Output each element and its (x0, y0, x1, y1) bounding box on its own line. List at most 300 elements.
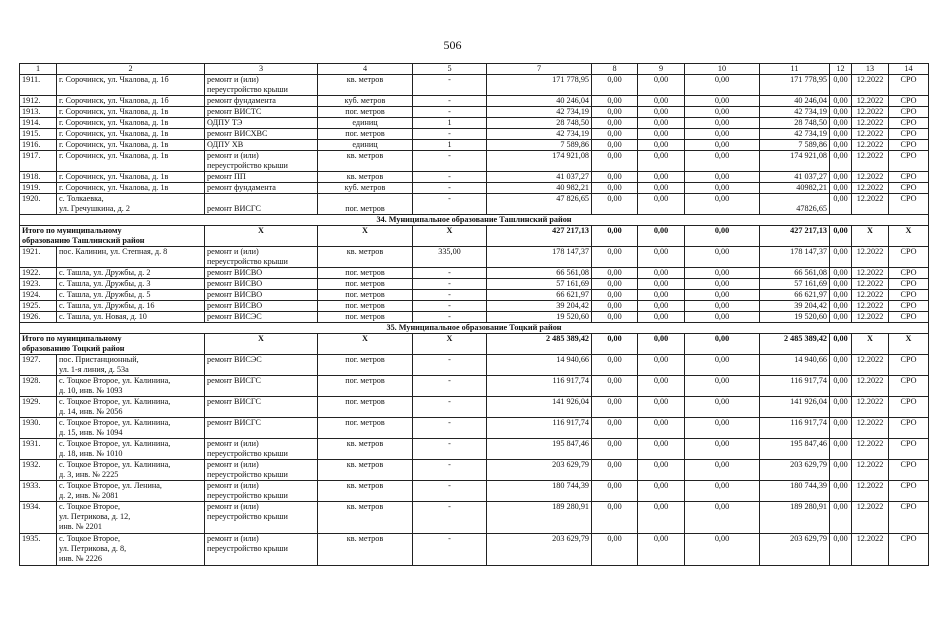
table-cell: 0,00 (830, 183, 852, 194)
table-cell: пог. метров (318, 194, 413, 215)
table-cell: 0,00 (592, 151, 638, 172)
table-row (20, 534, 929, 566)
table-cell: ремонт ВИСГС (205, 418, 318, 439)
table-cell: 12.2022 (852, 194, 889, 215)
table-cell: - (413, 151, 487, 172)
total-cell: X (413, 334, 487, 355)
column-number: 10 (717, 64, 727, 73)
table-cell: 0,00 (685, 355, 760, 376)
table-cell: 12.2022 (852, 247, 889, 268)
table-cell: 0,00 (685, 481, 760, 502)
table-cell: пог. метров (318, 290, 413, 301)
table-cell: 180 744,39 (487, 481, 592, 502)
table-cell: 0,00 (592, 129, 638, 140)
table-cell: 0,00 (592, 301, 638, 312)
table-cell: - (413, 75, 487, 96)
table-cell: 0,00 (592, 268, 638, 279)
table-row (20, 502, 929, 534)
table-cell: 1922. (20, 268, 57, 279)
table-cell: 0,00 (638, 118, 685, 129)
table-cell: - (413, 96, 487, 107)
table-cell: с. Тоцкое Второе, ул. Калинина, д. 14, инв. № 2056 (57, 397, 205, 418)
table-cell: 0,00 (592, 418, 638, 439)
table-cell: пог. метров (318, 376, 413, 397)
total-cell: X (205, 334, 318, 355)
table-cell: СРО (889, 418, 929, 439)
table-cell: 0,00 (685, 194, 760, 215)
table-cell: 0,00 (592, 397, 638, 418)
table-cell: 19 520,60 (487, 312, 592, 323)
table-cell: 0,00 (638, 534, 685, 566)
table-cell: 7 589,86 (487, 140, 592, 151)
table-row (20, 312, 929, 323)
table-cell: СРО (889, 290, 929, 301)
table-cell: 0,00 (830, 75, 852, 96)
column-number-cell (760, 64, 830, 75)
table-cell: 12.2022 (852, 118, 889, 129)
table-cell: ремонт ВИСГС (205, 397, 318, 418)
column-number: 3 (258, 64, 264, 73)
table-cell: 0,00 (592, 183, 638, 194)
table-cell: 0,00 (592, 460, 638, 481)
table-cell: 42 734,19 (760, 129, 830, 140)
table-cell: пог. метров (318, 355, 413, 376)
table-cell: 0,00 (685, 75, 760, 96)
table-cell: 178 147,37 (487, 247, 592, 268)
table-cell: 0,00 (685, 107, 760, 118)
table-cell: 1932. (20, 460, 57, 481)
table-row (20, 75, 929, 96)
table-cell: 0,00 (685, 96, 760, 107)
table-cell: - (413, 312, 487, 323)
table-cell: г. Сорочинск, ул. Чкалова, д. 1в (57, 118, 205, 129)
table-cell: 0,00 (638, 268, 685, 279)
table-cell: 0,00 (685, 397, 760, 418)
table-cell: - (413, 534, 487, 566)
table-cell: 0,00 (592, 376, 638, 397)
table-cell: г. Сорочинск, ул. Чкалова, д. 1в (57, 107, 205, 118)
table-cell: СРО (889, 194, 929, 215)
table-cell: 0,00 (638, 107, 685, 118)
table-cell: ремонт фундамента (205, 183, 318, 194)
table-cell: 14 940,66 (760, 355, 830, 376)
column-number: 9 (658, 64, 664, 73)
table-cell: - (413, 172, 487, 183)
table-cell: 0,00 (830, 460, 852, 481)
table-row (20, 129, 929, 140)
table-cell: 0,00 (685, 151, 760, 172)
table-cell: 0,00 (638, 312, 685, 323)
table-cell: 0,00 (685, 502, 760, 534)
column-number: 5 (447, 64, 452, 73)
table-cell: пог. метров (318, 268, 413, 279)
table-cell: с. Толкаевка, ул. Гречушкина, д. 2 (57, 194, 205, 215)
table-cell: 66 621,97 (487, 290, 592, 301)
total-cell: 0,00 (685, 226, 760, 247)
table-cell: 28 748,50 (487, 118, 592, 129)
table-cell: 1921. (20, 247, 57, 268)
table-cell: 0,00 (685, 247, 760, 268)
table-cell: г. Сорочинск, ул. Чкалова, д. 1в (57, 183, 205, 194)
table-cell: 12.2022 (852, 140, 889, 151)
table-cell: ремонт ВИСВО (205, 290, 318, 301)
total-cell: 0,00 (638, 334, 685, 355)
table-cell: 0,00 (638, 129, 685, 140)
table-cell: 195 847,46 (760, 439, 830, 460)
table-cell: СРО (889, 268, 929, 279)
table-cell: 0,00 (638, 247, 685, 268)
table-cell: г. Сорочинск, ул. Чкалова, д. 1в (57, 151, 205, 172)
table-cell: - (413, 397, 487, 418)
table-cell: с. Тоцкое Второе, ул. Петрикова, д. 8, инв. № 2226 (57, 534, 205, 566)
table-cell: СРО (889, 397, 929, 418)
column-number: 11 (790, 64, 799, 73)
table-cell: - (413, 481, 487, 502)
table-cell: 14 940,66 (487, 355, 592, 376)
table-cell: 0,00 (592, 290, 638, 301)
table-cell: пог. метров (318, 279, 413, 290)
column-number-cell (413, 64, 487, 75)
table-cell: 0,00 (592, 172, 638, 183)
table-cell: 0,00 (592, 194, 638, 215)
table-cell: - (413, 355, 487, 376)
table-cell: 174 921,08 (487, 151, 592, 172)
table-cell: 335,00 (413, 247, 487, 268)
total-cell: X (852, 334, 889, 355)
table-cell: 1927. (20, 355, 57, 376)
table-cell: 171 778,95 (760, 75, 830, 96)
table-cell: 180 744,39 (760, 481, 830, 502)
table-cell: 116 917,74 (487, 376, 592, 397)
table-cell: г. Сорочинск, ул. Чкалова, д. 1в (57, 140, 205, 151)
table-cell: 203 629,79 (760, 460, 830, 481)
table-cell: кв. метров (318, 460, 413, 481)
table-cell: 0,00 (592, 481, 638, 502)
table-cell: 178 147,37 (760, 247, 830, 268)
table-cell: СРО (889, 75, 929, 96)
table-row (20, 183, 929, 194)
total-cell: X (205, 226, 318, 247)
column-number: 14 (904, 64, 913, 73)
table-row (20, 140, 929, 151)
table-cell: 12.2022 (852, 397, 889, 418)
table-cell: единиц (318, 118, 413, 129)
table-cell: 0,00 (638, 279, 685, 290)
table-cell: ремонт и (или) переустройство крыши (205, 247, 318, 268)
table-cell: с. Ташла, ул. Новая, д. 10 (57, 312, 205, 323)
table-cell: 1920. (20, 194, 57, 215)
table-cell: 40 982,21 (487, 183, 592, 194)
table-row (20, 151, 929, 172)
total-cell: 0,00 (592, 226, 638, 247)
table-cell: ремонт и (или) переустройство крыши (205, 151, 318, 172)
table-cell: 47826,65 (760, 194, 830, 215)
table-cell: кв. метров (318, 481, 413, 502)
table-row (20, 290, 929, 301)
table-cell: 12.2022 (852, 96, 889, 107)
table-cell: СРО (889, 172, 929, 183)
section-heading-row (20, 323, 929, 334)
table-cell: 0,00 (592, 355, 638, 376)
table-cell: 0,00 (685, 268, 760, 279)
table-cell: с. Тоцкое Второе, ул. Петрикова, д. 12, инв. № 2201 (57, 502, 205, 534)
table-cell: 1919. (20, 183, 57, 194)
table-cell: 1911. (20, 75, 57, 96)
table-cell: 0,00 (685, 460, 760, 481)
table-cell: 28 748,50 (760, 118, 830, 129)
table-cell: ремонт ВИСЭС (205, 355, 318, 376)
table-row (20, 376, 929, 397)
table-cell: ремонт и (или) переустройство крыши (205, 439, 318, 460)
table-cell: 0,00 (685, 439, 760, 460)
column-number: 13 (865, 64, 875, 73)
table-cell: 116 917,74 (760, 376, 830, 397)
column-number-cell (889, 64, 929, 75)
table-cell: СРО (889, 247, 929, 268)
table-cell: 0,00 (638, 183, 685, 194)
table-cell: 0,00 (638, 481, 685, 502)
total-cell: 427 217,13 (760, 226, 830, 247)
table-cell: с. Тоцкое Второе, ул. Калинина, д. 3, инв. № 2225 (57, 460, 205, 481)
table-cell: - (413, 290, 487, 301)
table-cell: с. Ташла, ул. Дружбы, д. 5 (57, 290, 205, 301)
total-cell: 2 485 389,42 (760, 334, 830, 355)
table-cell: единиц (318, 140, 413, 151)
table-cell: 0,00 (685, 376, 760, 397)
table-cell: г. Сорочинск, ул. Чкалова, д. 1в (57, 172, 205, 183)
table-cell: 0,00 (638, 502, 685, 534)
table-cell: СРО (889, 312, 929, 323)
table-cell: 0,00 (830, 268, 852, 279)
table-cell: пог. метров (318, 107, 413, 118)
table-cell: 12.2022 (852, 481, 889, 502)
table-cell: СРО (889, 301, 929, 312)
table-cell: 39 204,42 (760, 301, 830, 312)
table-cell: 1925. (20, 301, 57, 312)
table-cell: 0,00 (685, 172, 760, 183)
total-cell: 0,00 (592, 334, 638, 355)
table-cell: с. Ташла, ул. Дружбы, д. 16 (57, 301, 205, 312)
table-row (20, 481, 929, 502)
table-cell: 0,00 (638, 460, 685, 481)
table-cell: 12.2022 (852, 107, 889, 118)
table-cell: 0,00 (830, 279, 852, 290)
table-cell: 1915. (20, 129, 57, 140)
table-row (20, 96, 929, 107)
table-cell: 12.2022 (852, 534, 889, 566)
table-cell: пос. Пристанционный, ул. 1-я линия, д. 53а (57, 355, 205, 376)
table-cell: - (413, 502, 487, 534)
table-cell: 66 621,97 (760, 290, 830, 301)
table-cell: 0,00 (685, 129, 760, 140)
table-cell: 0,00 (638, 75, 685, 96)
table-cell: 0,00 (830, 247, 852, 268)
table-cell: 1933. (20, 481, 57, 502)
table-cell: - (413, 268, 487, 279)
table-cell: 0,00 (830, 129, 852, 140)
table-cell: кв. метров (318, 75, 413, 96)
total-cell: 0,00 (830, 226, 852, 247)
column-number: 4 (362, 64, 368, 73)
table-cell: СРО (889, 151, 929, 172)
table-cell: 0,00 (592, 279, 638, 290)
table-cell: 1929. (20, 397, 57, 418)
table-cell: ремонт ВИСЭС (205, 312, 318, 323)
table-cell: - (413, 418, 487, 439)
table-cell: 0,00 (830, 151, 852, 172)
table-row (20, 355, 929, 376)
column-number-cell (638, 64, 685, 75)
table-cell: 1926. (20, 312, 57, 323)
table-row (20, 247, 929, 268)
table-cell: 0,00 (638, 355, 685, 376)
table-cell: СРО (889, 439, 929, 460)
total-cell: 0,00 (638, 226, 685, 247)
table-cell: 66 561,08 (487, 268, 592, 279)
table-cell: 0,00 (830, 107, 852, 118)
column-number: 1 (35, 64, 41, 73)
table-cell: 12.2022 (852, 355, 889, 376)
column-number-cell (205, 64, 318, 75)
table-cell: 0,00 (685, 534, 760, 566)
table-row (20, 397, 929, 418)
table-cell: 0,00 (830, 140, 852, 151)
table-cell: 0,00 (638, 301, 685, 312)
table-row (20, 268, 929, 279)
table-cell: 0,00 (685, 183, 760, 194)
table-cell: 12.2022 (852, 279, 889, 290)
table-cell: ремонт и (или) переустройство крыши (205, 460, 318, 481)
total-cell: 427 217,13 (487, 226, 592, 247)
table-cell: 0,00 (830, 534, 852, 566)
table-cell: 0,00 (638, 194, 685, 215)
table-cell: СРО (889, 481, 929, 502)
table-cell: пог. метров (318, 312, 413, 323)
table-cell: - (413, 279, 487, 290)
table-cell: СРО (889, 355, 929, 376)
table-cell: пог. метров (318, 129, 413, 140)
column-number-cell (57, 64, 205, 75)
table-cell: с. Тоцкое Второе, ул. Калинина, д. 10, инв. № 1093 (57, 376, 205, 397)
table-cell: 0,00 (638, 172, 685, 183)
table-cell: - (413, 439, 487, 460)
table-cell: СРО (889, 129, 929, 140)
table-cell: 57 161,69 (487, 279, 592, 290)
table-cell: 0,00 (830, 96, 852, 107)
table-cell: 1 (413, 140, 487, 151)
table-cell: 12.2022 (852, 290, 889, 301)
table-cell: 42 734,19 (487, 107, 592, 118)
table-cell: 0,00 (830, 355, 852, 376)
column-number-cell (487, 64, 592, 75)
table-cell: 12.2022 (852, 460, 889, 481)
table-cell: 0,00 (592, 439, 638, 460)
column-number: 8 (612, 64, 617, 73)
table-cell: ремонт ВИСВО (205, 301, 318, 312)
table-cell: 0,00 (592, 247, 638, 268)
table-cell: 12.2022 (852, 312, 889, 323)
table-cell: 0,00 (638, 376, 685, 397)
table-cell: г. Сорочинск, ул. Чкалова, д. 1б (57, 96, 205, 107)
table-cell: 39 204,42 (487, 301, 592, 312)
section-heading: 35. Муниципальное образование Тоцкий район (20, 323, 929, 334)
table-cell: с. Тоцкое Второе, ул. Ленина, д. 2, инв. № 2081 (57, 481, 205, 502)
table-cell: СРО (889, 534, 929, 566)
table-cell: 0,00 (592, 107, 638, 118)
table-cell: 0,00 (638, 151, 685, 172)
total-cell: X (852, 226, 889, 247)
table-cell: 189 280,91 (760, 502, 830, 534)
table-cell: кв. метров (318, 151, 413, 172)
table-cell: 116 917,74 (487, 418, 592, 439)
table-cell: - (413, 107, 487, 118)
table-cell: пос. Калинин, ул. Степная, д. 8 (57, 247, 205, 268)
table-cell: ОДПУ ХВ (205, 140, 318, 151)
total-label: Итого по муниципальному образованию Ташлинский район (20, 226, 205, 247)
table-cell: 0,00 (685, 312, 760, 323)
table-cell: 1912. (20, 96, 57, 107)
table-cell: 12.2022 (852, 502, 889, 534)
table-cell: ремонт ВИСТС (205, 107, 318, 118)
table-cell: 0,00 (830, 439, 852, 460)
table-cell: 12.2022 (852, 376, 889, 397)
table-cell: 1916. (20, 140, 57, 151)
table-cell: 195 847,46 (487, 439, 592, 460)
total-cell: X (318, 226, 413, 247)
table-cell: 0,00 (685, 290, 760, 301)
table-cell: 1923. (20, 279, 57, 290)
table-cell: СРО (889, 279, 929, 290)
table-cell: 66 561,08 (760, 268, 830, 279)
table-cell: 141 926,04 (760, 397, 830, 418)
column-number-cell (685, 64, 760, 75)
table-cell: 0,00 (592, 118, 638, 129)
table-row (20, 172, 929, 183)
table-cell: СРО (889, 118, 929, 129)
table-cell: 1928. (20, 376, 57, 397)
table-cell: 0,00 (685, 279, 760, 290)
table-cell: кв. метров (318, 172, 413, 183)
table-cell: кв. метров (318, 502, 413, 534)
table-cell: 1917. (20, 151, 57, 172)
table-cell: 0,00 (830, 118, 852, 129)
table-cell: 0,00 (830, 194, 852, 215)
table-cell: 7 589,86 (760, 140, 830, 151)
table-cell: 40 246,04 (760, 96, 830, 107)
table-cell: 12.2022 (852, 301, 889, 312)
table-cell: 0,00 (830, 418, 852, 439)
table-cell: 0,00 (592, 502, 638, 534)
table-cell: 12.2022 (852, 129, 889, 140)
table-cell: г. Сорочинск, ул. Чкалова, д. 1б (57, 75, 205, 96)
table-cell: 1930. (20, 418, 57, 439)
column-number-cell (852, 64, 889, 75)
table-row (20, 418, 929, 439)
table-cell: 19 520,60 (760, 312, 830, 323)
total-cell: X (318, 334, 413, 355)
table-cell: 0,00 (685, 140, 760, 151)
table-cell: 0,00 (592, 312, 638, 323)
table-cell: СРО (889, 140, 929, 151)
table-cell: 1924. (20, 290, 57, 301)
table-cell: 0,00 (638, 418, 685, 439)
table-cell: ремонт ВИСВО (205, 279, 318, 290)
table-cell: 0,00 (592, 140, 638, 151)
table-cell: куб. метров (318, 183, 413, 194)
table-cell: 0,00 (685, 418, 760, 439)
total-label: Итого по муниципальному образованию Тоцкий район (20, 334, 205, 355)
table-cell: 141 926,04 (487, 397, 592, 418)
